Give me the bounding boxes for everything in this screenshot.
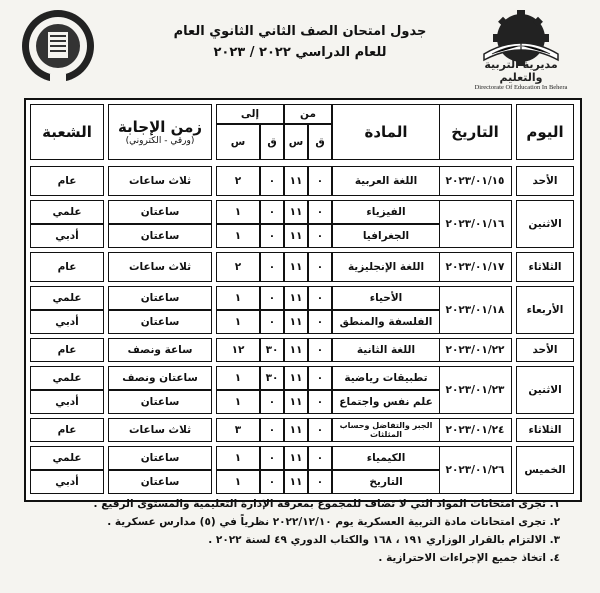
row-to-minutes: ٠: [260, 224, 284, 248]
row-to-minutes: ٠: [260, 252, 284, 282]
row-to-hours: ١: [216, 200, 260, 224]
notes-list: [60, 492, 560, 564]
header-from: من: [284, 104, 332, 124]
header-duration-label: زمن الإجابة: [117, 118, 203, 136]
row-from-hours: ١١: [284, 470, 308, 494]
row-date: ٢٠٢٣/٠١/١٦: [438, 200, 512, 248]
row-day: الاثنين: [516, 366, 574, 414]
row-duration: ساعتان: [108, 310, 212, 334]
row-from-minutes: ٠: [308, 470, 332, 494]
row-to-hours: ١: [216, 446, 260, 470]
row-date: ٢٠٢٣/٠١/٢٣: [438, 366, 512, 414]
row-duration: ساعة ونصف: [108, 338, 212, 362]
row-to-minutes: ٠: [260, 446, 284, 470]
row-from-hours: ١١: [284, 418, 308, 442]
row-section: عام: [30, 418, 104, 442]
row-duration: ثلاث ساعات: [108, 166, 212, 196]
row-section: علمي: [30, 366, 104, 390]
row-duration: ثلاث ساعات: [108, 418, 212, 442]
header-to: إلى: [216, 104, 284, 124]
header-to-minutes: ق: [260, 124, 284, 160]
row-from-hours: ١١: [284, 166, 308, 196]
header-duration-sub: (ورقي - الكتروني): [125, 136, 195, 146]
row-from-minutes: ٠: [308, 390, 332, 414]
row-from-minutes: ٠: [308, 286, 332, 310]
row-from-hours: ١١: [284, 338, 308, 362]
row-section: عام: [30, 166, 104, 196]
row-subject: الكيمياء: [332, 446, 440, 470]
header-from-minutes: ق: [308, 124, 332, 160]
row-to-minutes: ٣٠: [260, 338, 284, 362]
row-to-hours: ٢: [216, 166, 260, 196]
row-day: الثلاثاء: [516, 418, 574, 442]
row-from-minutes: ٠: [308, 166, 332, 196]
title-line-1: جدول امتحان الصف الثاني الثانوي العام: [173, 24, 427, 39]
row-date: ٢٠٢٣/٠١/٢٢: [438, 338, 512, 362]
row-section: عام: [30, 252, 104, 282]
row-subject: علم نفس واجتماع: [332, 390, 440, 414]
governorate-emblem-icon: [20, 8, 96, 84]
row-from-minutes: ٠: [308, 200, 332, 224]
row-from-minutes: ٠: [308, 252, 332, 282]
row-to-hours: ٣: [216, 418, 260, 442]
row-duration: ثلاث ساعات: [108, 252, 212, 282]
row-day: الثلاثاء: [516, 252, 574, 282]
header-date: التاريخ: [438, 104, 512, 160]
page-title: [150, 24, 450, 60]
note-item: ١. تجرى امتحانات المواد التي لا تضاف للمجموع بمعرفة الإدارة التعليمية والمستوى الرفيع .: [93, 498, 560, 510]
row-to-hours: ١: [216, 366, 260, 390]
row-duration: ساعتان: [108, 390, 212, 414]
note-item: ٣. الالتزام بالقرار الوزاري ١٩١ ، ١٦٨ والكتاب الدوري ٤٩ لسنة ٢٠٢٢ .: [208, 534, 560, 546]
row-duration: ساعتان: [108, 446, 212, 470]
row-from-minutes: ٠: [308, 418, 332, 442]
row-section: عام: [30, 338, 104, 362]
header-section: الشعبة: [30, 104, 104, 160]
row-subject: الأحياء: [332, 286, 440, 310]
row-from-hours: ١١: [284, 366, 308, 390]
note-item: ٤. اتخاذ جميع الإجراءات الاحترازية .: [378, 552, 560, 564]
row-section: علمي: [30, 200, 104, 224]
row-to-minutes: ٠: [260, 390, 284, 414]
row-subject: اللغة الثانية: [332, 338, 440, 362]
row-section: أدبي: [30, 470, 104, 494]
row-section: علمي: [30, 286, 104, 310]
row-subject: تطبيقات رياضية: [332, 366, 440, 390]
row-from-hours: ١١: [284, 224, 308, 248]
row-date: ٢٠٢٣/٠١/٢٦: [438, 446, 512, 494]
row-subject: اللغة الإنجليزية: [332, 252, 440, 282]
row-subject: الجبر والتفاضل وحساب المثلثات: [332, 418, 440, 442]
row-date: ٢٠٢٣/٠١/١٥: [438, 166, 512, 196]
row-day: الأحد: [516, 166, 574, 196]
row-to-hours: ١: [216, 310, 260, 334]
organization-name: [462, 58, 580, 91]
row-from-minutes: ٠: [308, 446, 332, 470]
row-subject: الفيزياء: [332, 200, 440, 224]
row-to-minutes: ٣٠: [260, 366, 284, 390]
row-to-minutes: ٠: [260, 200, 284, 224]
row-to-minutes: ٠: [260, 310, 284, 334]
row-date: ٢٠٢٣/٠١/٢٤: [438, 418, 512, 442]
row-subject: الفلسفة والمنطق: [332, 310, 440, 334]
header-day: اليوم: [516, 104, 574, 160]
row-from-minutes: ٠: [308, 366, 332, 390]
row-to-hours: ١: [216, 224, 260, 248]
row-from-hours: ١١: [284, 252, 308, 282]
row-to-minutes: ٠: [260, 470, 284, 494]
row-to-hours: ١٢: [216, 338, 260, 362]
header-duration: [108, 104, 212, 160]
row-from-hours: ١١: [284, 310, 308, 334]
row-section: أدبي: [30, 224, 104, 248]
row-section: علمي: [30, 446, 104, 470]
row-section: أدبي: [30, 310, 104, 334]
row-from-minutes: ٠: [308, 310, 332, 334]
row-to-minutes: ٠: [260, 418, 284, 442]
row-to-hours: ٢: [216, 252, 260, 282]
row-from-hours: ١١: [284, 390, 308, 414]
exam-schedule-table: [24, 98, 582, 502]
row-duration: ساعتان: [108, 470, 212, 494]
row-day: الأربعاء: [516, 286, 574, 334]
row-from-minutes: ٠: [308, 338, 332, 362]
row-day: الاثنين: [516, 200, 574, 248]
row-subject: اللغة العربية: [332, 166, 440, 196]
row-duration: ساعتان: [108, 200, 212, 224]
org-name-english: Directorate Of Education In Behera: [474, 84, 568, 91]
row-duration: ساعتان: [108, 286, 212, 310]
header-from-hours: س: [284, 124, 308, 160]
row-to-minutes: ٠: [260, 166, 284, 196]
row-day: الخميس: [516, 446, 574, 494]
row-from-minutes: ٠: [308, 224, 332, 248]
header-subject: المادة: [332, 104, 440, 160]
row-date: ٢٠٢٣/٠١/١٨: [438, 286, 512, 334]
row-to-hours: ١: [216, 390, 260, 414]
row-day: الأحد: [516, 338, 574, 362]
org-name-arabic: مديرية التربية والتعليم: [484, 58, 558, 84]
row-subject: التاريخ: [332, 470, 440, 494]
note-item: ٢. تجرى امتحانات مادة التربية العسكرية يوم ٢٠٢٢/١٢/١٠ نظرياً في (٥) مدارس عسكرية .: [107, 516, 560, 528]
row-duration: ساعتان: [108, 224, 212, 248]
header-to-hours: س: [216, 124, 260, 160]
row-to-hours: ١: [216, 286, 260, 310]
row-duration: ساعتان ونصف: [108, 366, 212, 390]
row-to-hours: ١: [216, 470, 260, 494]
row-section: أدبي: [30, 390, 104, 414]
row-from-hours: ١١: [284, 286, 308, 310]
row-from-hours: ١١: [284, 200, 308, 224]
row-date: ٢٠٢٣/٠١/١٧: [438, 252, 512, 282]
row-subject: الجغرافيا: [332, 224, 440, 248]
title-line-2: للعام الدراسي ٢٠٢٢ / ٢٠٢٣: [213, 45, 387, 60]
row-to-minutes: ٠: [260, 286, 284, 310]
row-from-hours: ١١: [284, 446, 308, 470]
